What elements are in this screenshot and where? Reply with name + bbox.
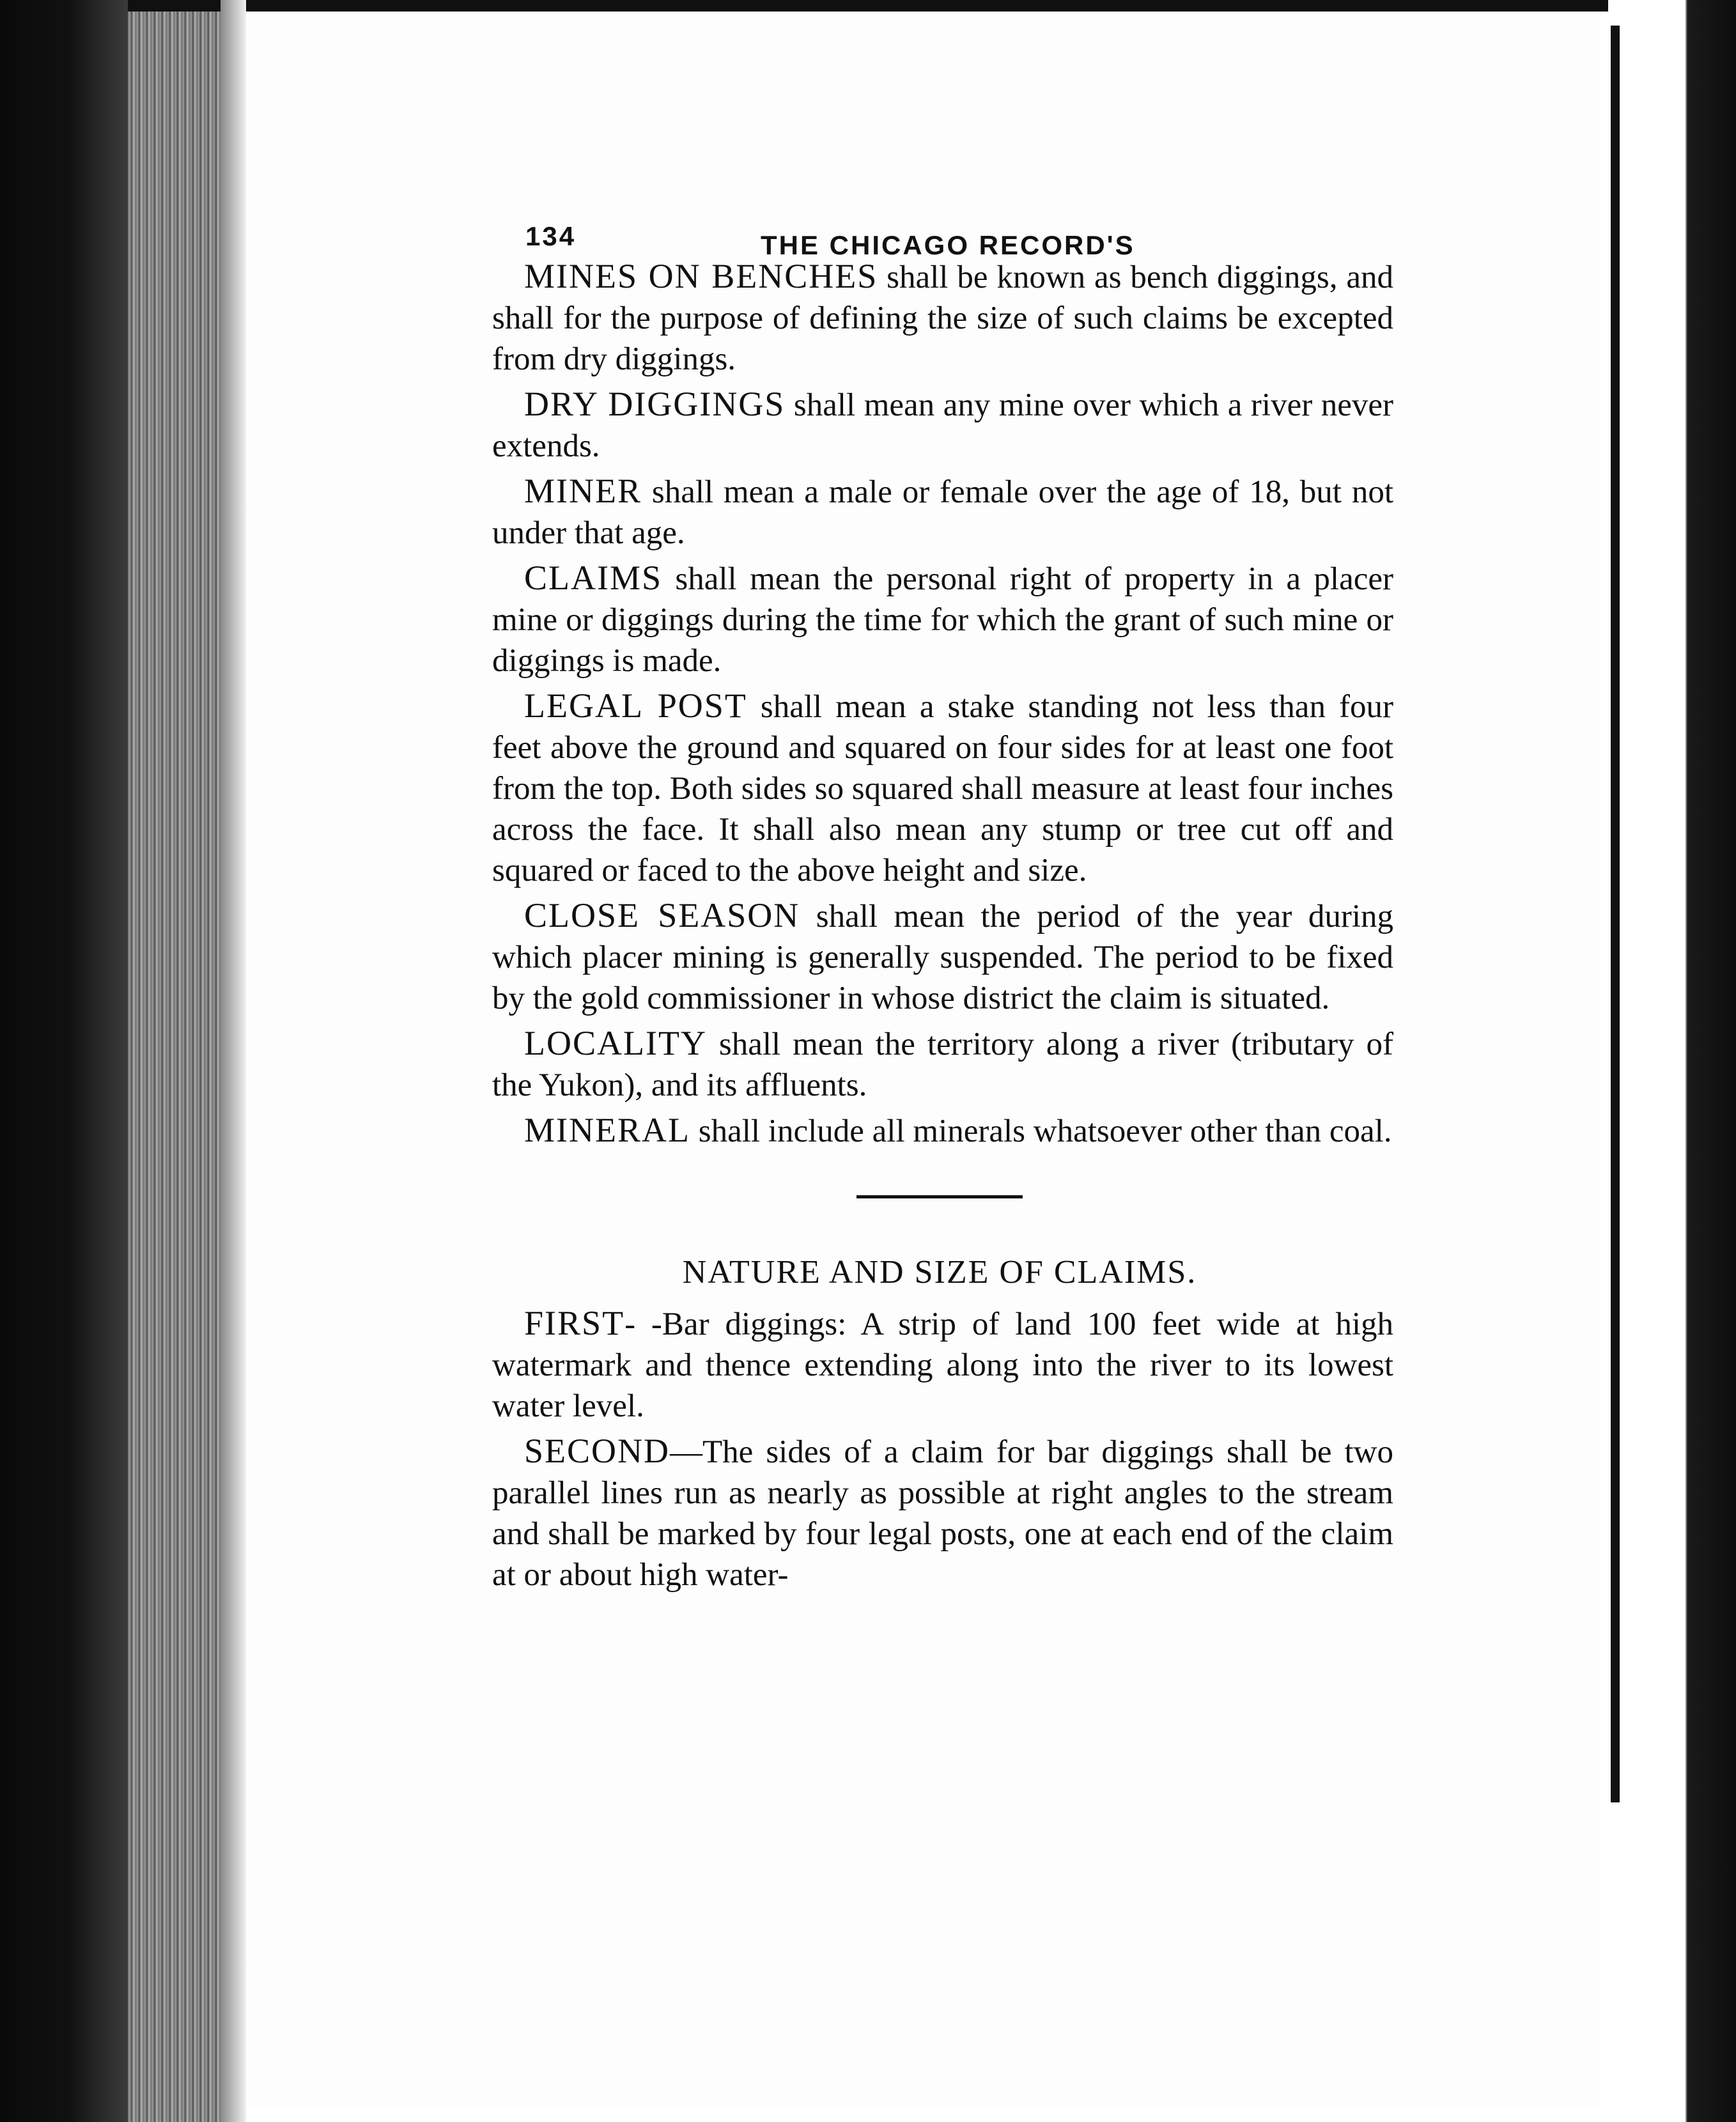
page-content xyxy=(486,211,1393,1599)
definition-term: LOCALITY xyxy=(524,1024,707,1062)
definition-paragraph xyxy=(486,256,1393,380)
definition-text: shall mean any mine over which a river never extends. xyxy=(492,387,1394,464)
scan-top-border xyxy=(128,0,1736,12)
definition-text: shall be known as bench diggings, and shall for the purpose of defining the size of such claims be excepted from dry diggings. xyxy=(492,259,1393,377)
definition-term: MINES ON BENCHES xyxy=(524,257,878,295)
scan-right-border xyxy=(1608,0,1736,2122)
definitions-list xyxy=(486,256,1393,1152)
section-divider xyxy=(856,1195,1023,1198)
paragraph-text: - -Bar diggings: A strip of land 100 feet wide at high watermark and thence extending along into the river to its lowest water level. xyxy=(492,1306,1393,1424)
book-page-edges xyxy=(128,0,233,2122)
paragraph-text: —The sides of a claim for bar diggings shall be two parallel lines run as nearly as possible at right angles to the stream and shall be marked by four legal posts, one at each end of the claim at or about high water- xyxy=(492,1434,1393,1593)
definition-text: shall mean a stake standing not less than four feet above the ground and squared on four sides for at least one foot from the top. Both sides so squared shall measure at least four inches across the face. It shall also mean any stump or tree cut off and squared or faced to the above height and size. xyxy=(492,689,1393,888)
definition-paragraph xyxy=(486,1023,1393,1106)
paragraph-lead: SECOND xyxy=(524,1432,670,1470)
page-number: 134 xyxy=(525,221,577,251)
running-title: THE CHICAGO RECORD'S xyxy=(761,230,1135,260)
section-paragraph xyxy=(486,1430,1393,1595)
facing-page-edge xyxy=(1611,26,1620,1802)
definition-paragraph xyxy=(486,470,1393,554)
gutter-shadow xyxy=(221,0,246,2122)
definition-term: DRY DIGGINGS xyxy=(524,385,786,423)
definition-term: CLOSE SEASON xyxy=(524,896,800,934)
definition-term: LEGAL POST xyxy=(524,686,747,725)
paragraph-lead: FIRST xyxy=(524,1304,625,1342)
definition-term: MINER xyxy=(524,472,642,510)
definition-text: shall mean the territory along a river (tributary of the Yukon), and its affluents. xyxy=(492,1026,1393,1103)
scan-dark-edge xyxy=(0,0,128,2122)
definition-text: shall mean the period of the year during which placer mining is generally suspended. The period to be fixed by the gold commissioner in whose district the claim is situated. xyxy=(492,899,1394,1016)
definition-paragraph xyxy=(486,557,1393,681)
definition-paragraph xyxy=(486,685,1393,891)
definition-paragraph xyxy=(486,895,1393,1019)
definition-text: shall mean the personal right of property in a placer mine or diggings during the time for which the grant of such mine or diggings is made. xyxy=(492,561,1393,679)
running-head xyxy=(486,211,1393,260)
definition-text: shall mean a male or female over the age of 18, but not under that age. xyxy=(492,474,1393,551)
definition-paragraph xyxy=(486,1110,1393,1152)
definition-term: CLAIMS xyxy=(524,559,663,597)
section-body xyxy=(486,1303,1393,1595)
definition-term: MINERAL xyxy=(524,1111,690,1149)
definition-text: shall include all minerals whatsoever other than coal. xyxy=(690,1113,1392,1149)
section-title: NATURE AND SIZE OF CLAIMS. xyxy=(682,1254,1197,1290)
section-paragraph xyxy=(486,1303,1393,1427)
definition-paragraph xyxy=(486,383,1393,467)
